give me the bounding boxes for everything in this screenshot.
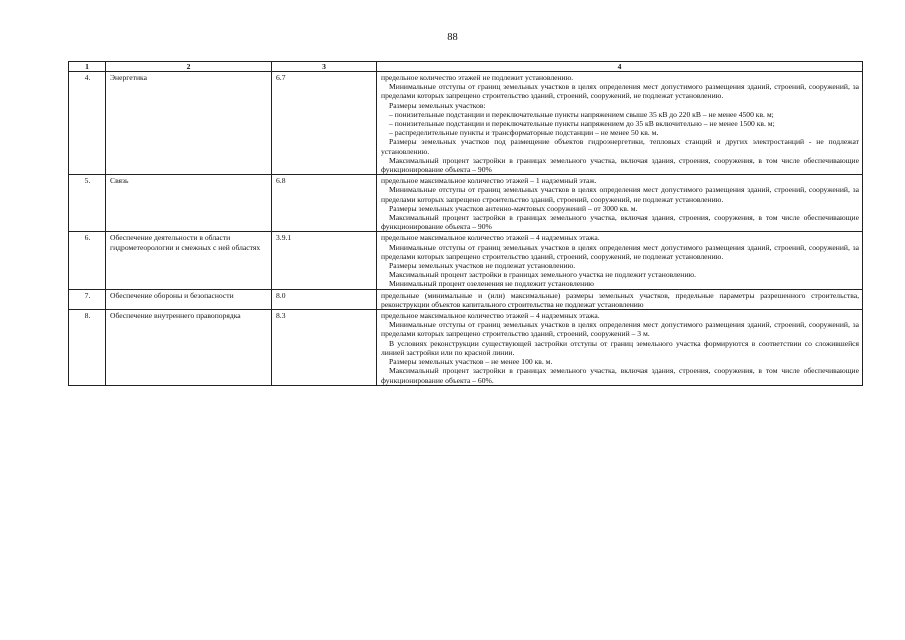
use-type-code: 6.7 [272, 72, 377, 175]
parameter-text: Размеры земельных участков – не менее 100 кв. м. [389, 357, 553, 367]
table-header-row [69, 62, 863, 72]
use-type-name: Энергетика [106, 72, 272, 175]
table-row [69, 289, 863, 309]
parameters-cell [377, 175, 863, 232]
use-type-code: 6.8 [272, 175, 377, 232]
parameter-text: Минимальные отступы от границ земельных участков в целях определения мест допустимого размещения зданий, строений, сооружений, за пределами которых запрещено строительство зданий, строений, сооружений – 3 м. [381, 320, 859, 339]
parameters-cell [377, 310, 863, 386]
parameters-cell [377, 289, 863, 309]
row-number: 4. [69, 72, 106, 175]
use-type-code: 8.0 [272, 289, 377, 309]
column-header: 4 [377, 62, 863, 72]
use-type-name: Обеспечение деятельности в области гидрометеорологии и смежных с ней областях [106, 232, 272, 289]
table-row [69, 175, 863, 232]
parameter-text: Размеры земельных участков антенно-мачтовых сооружений – от 3000 кв. м. [389, 203, 638, 213]
row-number: 8. [69, 310, 106, 386]
column-header: 3 [272, 62, 377, 72]
parameter-text: предельное максимальное количество этажей – 4 надземных этажа. [381, 233, 600, 243]
use-type-code: 8.3 [272, 310, 377, 386]
parameter-text: Максимальный процент застройки в границах земельного участка, включая здания, строения, сооружения, в том числе обеспечивающие функционирование объекта – 90% [381, 213, 859, 232]
parameter-text: – понизительные подстанции и переключательные пункты напряжением свыше 35 кВ до 220 кВ – не менее 4500 кв. м; [389, 109, 774, 119]
parameter-text: Максимальный процент застройки в границах земельного участка, включая здания, строения, сооружения, в том числе обеспечивающие функционирование объекта – 60%. [381, 366, 859, 385]
parameter-text: предельное максимальное количество этажей – 4 надземных этажа. [381, 311, 600, 321]
parameter-text: – распределительные пункты и трансформаторные подстанции – не менее 50 кв. м. [389, 128, 659, 138]
parameter-text: Размеры земельных участков: [389, 100, 486, 110]
regulations-table [68, 61, 863, 386]
parameter-text: предельное максимальное количество этажей – 1 надземный этаж. [381, 176, 597, 186]
page-number: 88 [447, 32, 458, 43]
table-row [69, 310, 863, 386]
parameter-text: Размеры земельных участков под размещение объектов гидроэнергетики, тепловых станций и других электростанций - не подлежат установлению. [381, 137, 859, 156]
parameter-text: – понизительные подстанции и переключательные пункты напряжением до 35 кВ включительно – не менее 1500 кв. м; [389, 119, 775, 129]
parameter-text: Минимальные отступы от границ земельных участков в целях определения мест допустимого размещения зданий, строений, сооружений, за пределами которых запрещено строительство зданий, строений, сооружений, не подлежат установлению. [381, 82, 859, 101]
column-header: 1 [69, 62, 106, 72]
parameters-cell [377, 232, 863, 289]
parameter-text: Максимальный процент застройки в границах земельного участка не подлежит установлению. [389, 270, 696, 280]
use-type-name: Связь [106, 175, 272, 232]
parameter-text: Максимальный процент застройки в границах земельного участка, включая здания, строения, сооружения, в том числе обеспечивающие функционирование объекта – 90% [381, 155, 859, 175]
row-number: 6. [69, 232, 106, 289]
parameter-text: Минимальные отступы от границ земельных участков в целях определения мест допустимого размещения зданий, строений, сооружений, за пределами которых запрещено строительство зданий, строений, сооружений, не подлежат установлению. [381, 185, 859, 204]
use-type-name: Обеспечение обороны и безопасности [106, 289, 272, 309]
use-type-name: Обеспечение внутреннего правопорядка [106, 310, 272, 386]
use-type-code: 3.9.1 [272, 232, 377, 289]
parameter-text: Размеры земельных участков не подлежат установлению. [389, 261, 576, 271]
parameter-text: В условиях реконструкции существующей застройки отступы от границ земельного участка формируются в соответствии со сложившейся линией застройки или по красной линии. [381, 338, 859, 357]
row-number: 5. [69, 175, 106, 232]
column-header: 2 [106, 62, 272, 72]
parameter-text: Минимальные отступы от границ земельных участков в целях определения мест допустимого размещения зданий, строений, сооружений, за пределами которых запрещено строительство зданий, строений, сооружений, не подлежат установлению. [381, 242, 859, 261]
parameter-text: предельное количество этажей не подлежит установлению. [381, 73, 574, 82]
parameter-text: Минимальный процент озеленения не подлежит установлению [389, 279, 594, 289]
row-number: 7. [69, 289, 106, 309]
parameters-cell [377, 72, 863, 175]
parameter-text: предельные (минимальные и (или) максимальные) размеры земельных участков, предельные параметры разрешенного строительства, реконструкции объектов капитального строительства не подлежат установлению [381, 290, 859, 309]
table-row [69, 72, 863, 175]
table-row [69, 232, 863, 289]
